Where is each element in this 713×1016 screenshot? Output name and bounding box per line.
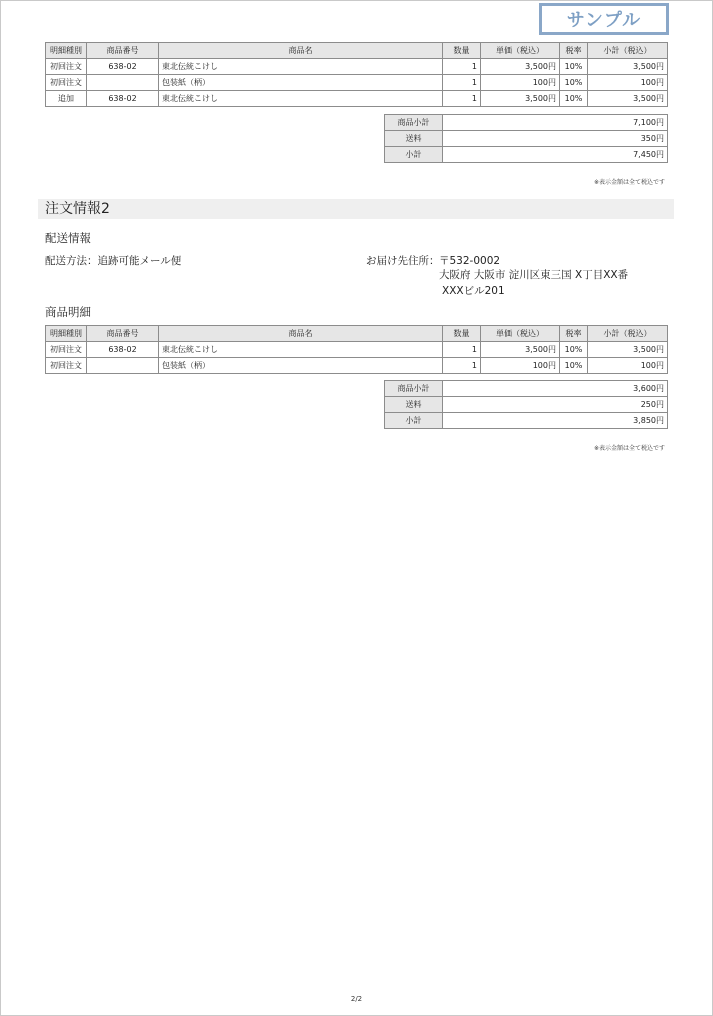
table-header-row <box>46 326 668 342</box>
header-tax-rate: 税率 <box>560 43 588 59</box>
totals-label: 送料 <box>385 131 443 147</box>
header-product-name: 商品名 <box>159 326 443 342</box>
cell-tax-rate: 10% <box>560 59 588 75</box>
delivery-address-label: お届け先住所： <box>366 255 440 267</box>
header-product-name: 商品名 <box>159 43 443 59</box>
tax-note: ※表示金額は全て税込です <box>593 445 665 452</box>
cell-unit-price: 3,500円 <box>481 91 560 107</box>
cell-subtotal: 3,500円 <box>588 59 668 75</box>
totals-value: 3,850円 <box>443 413 668 429</box>
totals-value: 3,600円 <box>443 381 668 397</box>
header-type: 明細種別 <box>46 326 87 342</box>
postal-code: 〒532-0002 <box>439 255 501 267</box>
cell-product-number: 638-02 <box>87 342 159 358</box>
totals-row <box>385 413 668 429</box>
address-line-2: XXXビル201 <box>442 285 505 297</box>
cell-type: 追加 <box>46 91 87 107</box>
cell-quantity: 1 <box>443 358 481 374</box>
totals-row <box>385 115 668 131</box>
cell-unit-price: 100円 <box>481 75 560 91</box>
cell-product-name: 包装紙（柄） <box>159 358 443 374</box>
table-row <box>46 59 668 75</box>
sample-stamp: サンプル <box>539 3 669 35</box>
totals-value: 250円 <box>443 397 668 413</box>
cell-subtotal: 3,500円 <box>588 342 668 358</box>
cell-type: 初回注文 <box>46 342 87 358</box>
items-heading: 商品明細 <box>45 305 91 319</box>
cell-tax-rate: 10% <box>560 358 588 374</box>
cell-type: 初回注文 <box>46 59 87 75</box>
cell-product-number <box>87 358 159 374</box>
totals-label: 小計 <box>385 147 443 163</box>
totals-row <box>385 131 668 147</box>
cell-product-name: 包装紙（柄） <box>159 75 443 91</box>
cell-tax-rate: 10% <box>560 91 588 107</box>
order2-totals-table <box>384 380 668 429</box>
table-row <box>46 75 668 91</box>
cell-unit-price: 100円 <box>481 358 560 374</box>
shipping-heading: 配送情報 <box>45 231 91 245</box>
totals-value: 7,450円 <box>443 147 668 163</box>
order2-items-table <box>45 325 668 374</box>
header-product-number: 商品番号 <box>87 43 159 59</box>
totals-row <box>385 147 668 163</box>
header-product-number: 商品番号 <box>87 326 159 342</box>
cell-product-number: 638-02 <box>87 91 159 107</box>
table-row <box>46 342 668 358</box>
cell-type: 初回注文 <box>46 75 87 91</box>
section-title: 注文情報2 <box>38 199 674 219</box>
header-quantity: 数量 <box>443 43 481 59</box>
cell-quantity: 1 <box>443 91 481 107</box>
cell-unit-price: 3,500円 <box>481 342 560 358</box>
cell-subtotal: 100円 <box>588 358 668 374</box>
table-row <box>46 91 668 107</box>
table-header-row <box>46 43 668 59</box>
cell-quantity: 1 <box>443 59 481 75</box>
header-subtotal: 小計（税込） <box>588 43 668 59</box>
tax-note: ※表示金額は全て税込です <box>593 179 665 186</box>
totals-label: 商品小計 <box>385 381 443 397</box>
cell-product-name: 東北伝統こけし <box>159 91 443 107</box>
cell-type: 初回注文 <box>46 358 87 374</box>
order1-totals-table <box>384 114 668 163</box>
shipping-method: 配送方法：追跡可能メール便 <box>45 255 182 267</box>
address-line-1: 大阪府 大阪市 淀川区東三国 X丁目XX番 <box>439 269 629 281</box>
table-row <box>46 358 668 374</box>
header-unit-price: 単価（税込） <box>481 43 560 59</box>
totals-row <box>385 397 668 413</box>
header-quantity: 数量 <box>443 326 481 342</box>
page-number: 2/2 <box>350 995 363 1003</box>
cell-quantity: 1 <box>443 75 481 91</box>
totals-value: 350円 <box>443 131 668 147</box>
header-type: 明細種別 <box>46 43 87 59</box>
cell-product-name: 東北伝統こけし <box>159 342 443 358</box>
cell-tax-rate: 10% <box>560 75 588 91</box>
cell-subtotal: 100円 <box>588 75 668 91</box>
cell-unit-price: 3,500円 <box>481 59 560 75</box>
cell-product-number: 638-02 <box>87 59 159 75</box>
totals-label: 小計 <box>385 413 443 429</box>
totals-label: 商品小計 <box>385 115 443 131</box>
cell-product-number <box>87 75 159 91</box>
header-subtotal: 小計（税込） <box>588 326 668 342</box>
totals-label: 送料 <box>385 397 443 413</box>
cell-tax-rate: 10% <box>560 342 588 358</box>
cell-quantity: 1 <box>443 342 481 358</box>
order1-items-table <box>45 42 668 107</box>
header-unit-price: 単価（税込） <box>481 326 560 342</box>
totals-value: 7,100円 <box>443 115 668 131</box>
totals-row <box>385 381 668 397</box>
cell-subtotal: 3,500円 <box>588 91 668 107</box>
cell-product-name: 東北伝統こけし <box>159 59 443 75</box>
header-tax-rate: 税率 <box>560 326 588 342</box>
